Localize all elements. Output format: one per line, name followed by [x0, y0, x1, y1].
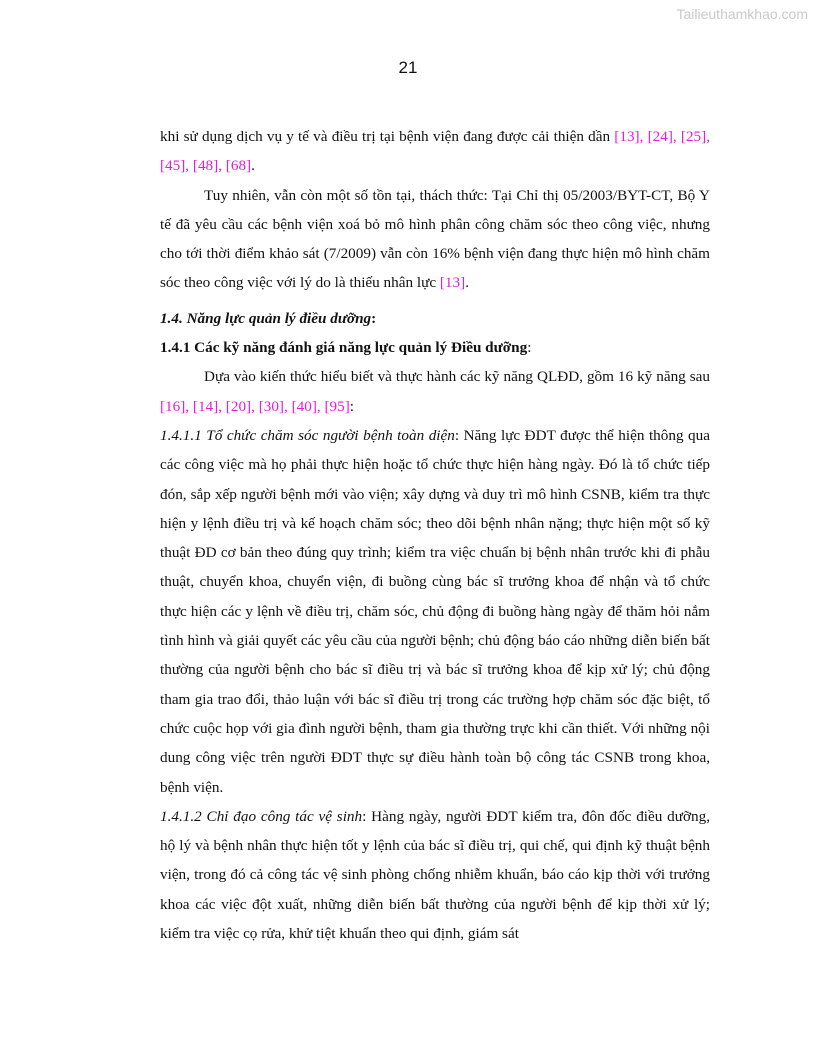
citation-link[interactable]: [16], [14], [20], [30], [40], [95] [160, 397, 350, 415]
paragraph-3 [160, 362, 710, 421]
subsection-title: 1.4.1.2 Chỉ đạo công tác vệ sinh [160, 807, 363, 825]
section-heading-text: 1.4. Năng lực quản lý điều dưỡng [160, 309, 372, 327]
section-heading-text: 1.4.1 Các kỹ năng đánh giá năng lực quản lý Điều dưỡng [160, 339, 528, 357]
paragraph-3-text: Dựa vào kiến thức hiểu biết và thực hành các kỹ năng QLĐD, gồm 16 kỹ năng sau [204, 368, 710, 386]
punctuation: : [349, 397, 355, 415]
paragraph-5 [160, 802, 710, 948]
section-heading-1-4-1 [160, 333, 710, 362]
subsection-title: 1.4.1.1 Tổ chức chăm sóc người bệnh toàn diện [160, 426, 455, 444]
punctuation: . [465, 274, 469, 292]
punctuation: . [251, 157, 255, 175]
paragraph-1 [160, 122, 710, 181]
page-number: 21 [398, 58, 418, 77]
paragraph-1-text: khi sử dụng dịch vụ y tế và điều trị tại bệnh viện đang được cải thiện dần [160, 128, 615, 145]
paragraph-4 [160, 421, 710, 802]
paragraph-2 [160, 181, 710, 298]
punctuation: : [371, 309, 377, 327]
page-body [160, 122, 710, 948]
paragraph-5-text: : Hàng ngày, người ĐDT kiểm tra, đôn đốc điều dưỡng, hộ lý và bệnh nhân thực hiện tốt y lệnh của bác sĩ điều trị, qui chế, qui định kỹ thuật bệnh viện, trong đó cả công tác vệ sinh phòng chống nhiễm khuẩn, báo cáo kịp thời với trưởng khoa các việc đột xuất, những diễn biến bất thường của người bệnh để kịp thời xử lý; kiểm tra việc cọ rửa, khử tiệt khuẩn theo qui định, giám sát [160, 807, 710, 943]
paragraph-4-text: : Năng lực ĐDT được thể hiện thông qua các công việc mà họ phải thực hiện hoặc tổ chức thực hiện hàng ngày. Đó là tổ chức tiếp đón, sắp xếp người bệnh mới vào viện; xây dựng và duy trì mô hình CSNB, kiểm tra thực hiện y lệnh điều trị và kế hoạch chăm sóc; theo dõi bệnh nhân nặng; thực hiện một số kỹ thuật ĐD cơ bản theo đúng quy trình; kiểm tra việc chuẩn bị bệnh nhân trước khi đi phẫu thuật, chuyển khoa, chuyển viện, đi buồng cùng bác sĩ trưởng khoa để nhận và tổ chức thực hiện các y lệnh về điều trị, chăm sóc, chủ động đi buồng hàng ngày để thăm hỏi nắm tình hình và giải quyết các yêu cầu của người bệnh; chủ động báo cáo những diễn biến bất thường của người bệnh cho bác sĩ điều trị và bác sĩ trưởng khoa để kịp xử lý; chủ động tham gia trao đổi, thảo luận với bác sĩ điều trị trong các trường hợp chăm sóc đặc biệt, tổ chức cuộc họp với gia đình người bệnh, tham gia thường trực khi cần thiết. Với những nội dung công việc trên người ĐDT thực sự điều hành toàn bộ công tác CSNB trong khoa, bệnh viện. [160, 426, 710, 796]
citation-link[interactable]: [13], [24], [25], [45], [48], [68] [160, 128, 710, 175]
paragraph-2-text: Tuy nhiên, vẫn còn một số tồn tại, thách thức: Tại Chỉ thị 05/2003/BYT-CT, Bộ Y tế đã yêu cầu các bệnh viện xoá bỏ mô hình phân công chăm sóc theo công việc, nhưng cho tới thời điểm khảo sát (7/2009) vẫn còn 16% bệnh viện đang thực hiện mô hình chăm sóc theo công việc với lý do là thiếu nhân lực [160, 186, 710, 292]
section-heading-1-4 [160, 304, 710, 333]
watermark: Tailieuthamkhao.com [676, 6, 808, 22]
punctuation: : [527, 339, 532, 357]
citation-link[interactable]: [13] [439, 274, 466, 292]
